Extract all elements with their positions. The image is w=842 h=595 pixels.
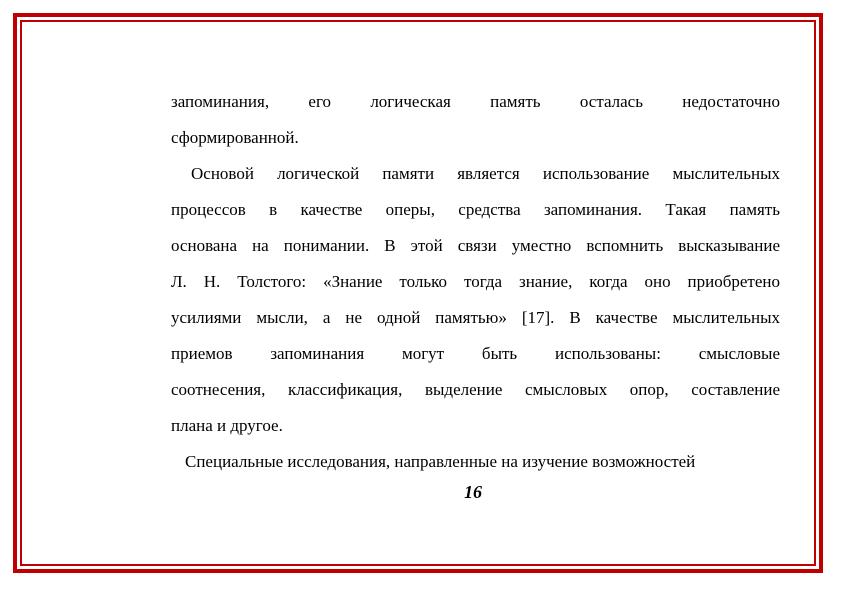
text-line: соотнесения, классификация, выделение смысловых опор, составление bbox=[171, 380, 780, 399]
text-line: основана на понимании. В этой связи уместно вспомнить высказывание bbox=[171, 236, 780, 255]
text-line: плана и другое. bbox=[171, 416, 283, 435]
text-line: приемов запоминания могут быть использованы: смысловые bbox=[171, 344, 780, 363]
body-text bbox=[171, 84, 780, 480]
page-number: 16 bbox=[464, 482, 482, 502]
text-line: запоминания, его логическая память осталась недостаточно bbox=[171, 92, 780, 111]
text-line: процессов в качестве оперы, средства запоминания. Такая память bbox=[171, 200, 780, 219]
text-line: Л. Н. Толстого: «Знание только тогда знание, когда оно приобретено bbox=[171, 272, 780, 291]
text-line: сформированной. bbox=[171, 128, 299, 147]
text-line: усилиями мысли, а не одной памятью» [17]. В качестве мыслительных bbox=[171, 308, 780, 327]
paragraph-first-line: Специальные исследования, направленные на изучение возможностей bbox=[185, 452, 696, 471]
paragraph-first-line: Основой логической памяти является использование мыслительных bbox=[191, 164, 780, 183]
